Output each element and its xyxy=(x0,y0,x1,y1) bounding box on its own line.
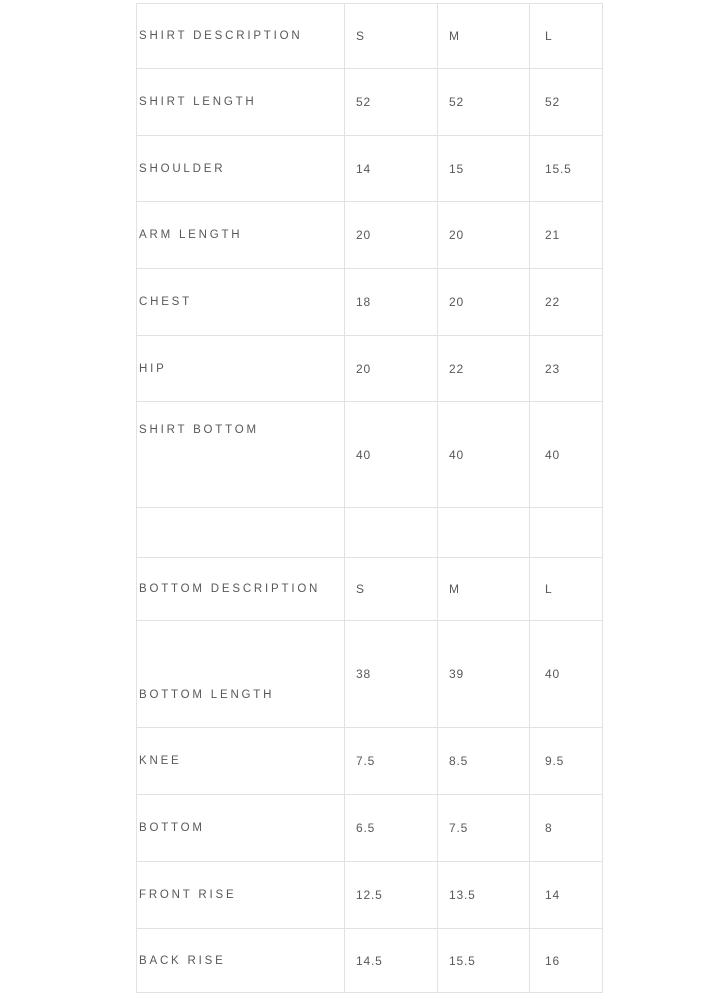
size-value-cell: 40 xyxy=(530,402,603,508)
size-value-cell: 15 xyxy=(438,136,530,202)
size-value-cell: S xyxy=(345,4,438,69)
size-value-cell: 14.5 xyxy=(345,929,438,993)
size-value-cell: L xyxy=(530,4,603,69)
size-chart-body xyxy=(137,4,603,993)
size-value-cell: 22 xyxy=(530,269,603,336)
row-label: ARM LENGTH xyxy=(137,202,345,269)
table-row xyxy=(137,795,603,862)
size-value-cell xyxy=(530,508,603,558)
size-value-cell: 20 xyxy=(438,202,530,269)
table-row xyxy=(137,402,603,508)
size-value-cell: 20 xyxy=(345,336,438,402)
size-value-cell: L xyxy=(530,558,603,621)
table-row xyxy=(137,862,603,929)
row-label: BOTTOM DESCRIPTION xyxy=(137,558,345,621)
row-label: CHEST xyxy=(137,269,345,336)
size-value-cell: 9.5 xyxy=(530,728,603,795)
row-label: SHIRT DESCRIPTION xyxy=(137,4,345,69)
size-value-cell: 13.5 xyxy=(438,862,530,929)
size-value-cell: 6.5 xyxy=(345,795,438,862)
size-value-cell: 40 xyxy=(530,621,603,728)
size-value-cell: 23 xyxy=(530,336,603,402)
row-label: SHOULDER xyxy=(137,136,345,202)
size-chart-table xyxy=(136,3,603,993)
row-label: BOTTOM LENGTH xyxy=(137,621,345,728)
size-value-cell: 22 xyxy=(438,336,530,402)
table-row xyxy=(137,929,603,993)
table-row xyxy=(137,558,603,621)
table-row xyxy=(137,69,603,136)
size-value-cell: 40 xyxy=(438,402,530,508)
size-value-cell: 20 xyxy=(438,269,530,336)
size-value-cell xyxy=(438,508,530,558)
table-row xyxy=(137,202,603,269)
size-value-cell: 12.5 xyxy=(345,862,438,929)
size-value-cell: 16 xyxy=(530,929,603,993)
row-label: FRONT RISE xyxy=(137,862,345,929)
size-value-cell: 21 xyxy=(530,202,603,269)
size-value-cell: 8 xyxy=(530,795,603,862)
row-label: SHIRT LENGTH xyxy=(137,69,345,136)
row-label: KNEE xyxy=(137,728,345,795)
table-row xyxy=(137,4,603,69)
size-value-cell: 14 xyxy=(345,136,438,202)
size-value-cell: 52 xyxy=(438,69,530,136)
row-label xyxy=(137,508,345,558)
table-row xyxy=(137,136,603,202)
row-label: BOTTOM xyxy=(137,795,345,862)
size-value-cell: 20 xyxy=(345,202,438,269)
size-value-cell: 15.5 xyxy=(438,929,530,993)
size-value-cell: 52 xyxy=(345,69,438,136)
size-value-cell: 7.5 xyxy=(345,728,438,795)
size-value-cell: 8.5 xyxy=(438,728,530,795)
size-value-cell: M xyxy=(438,4,530,69)
table-row xyxy=(137,269,603,336)
size-value-cell: 18 xyxy=(345,269,438,336)
row-label: SHIRT BOTTOM xyxy=(137,402,345,508)
size-value-cell: S xyxy=(345,558,438,621)
row-label: BACK RISE xyxy=(137,929,345,993)
size-value-cell: 14 xyxy=(530,862,603,929)
size-value-cell: 40 xyxy=(345,402,438,508)
size-value-cell: 15.5 xyxy=(530,136,603,202)
size-value-cell: 7.5 xyxy=(438,795,530,862)
table-row xyxy=(137,621,603,728)
size-value-cell: 38 xyxy=(345,621,438,728)
size-value-cell: M xyxy=(438,558,530,621)
table-row xyxy=(137,508,603,558)
size-value-cell: 39 xyxy=(438,621,530,728)
size-value-cell: 52 xyxy=(530,69,603,136)
table-row xyxy=(137,728,603,795)
size-value-cell xyxy=(345,508,438,558)
row-label: HIP xyxy=(137,336,345,402)
table-row xyxy=(137,336,603,402)
